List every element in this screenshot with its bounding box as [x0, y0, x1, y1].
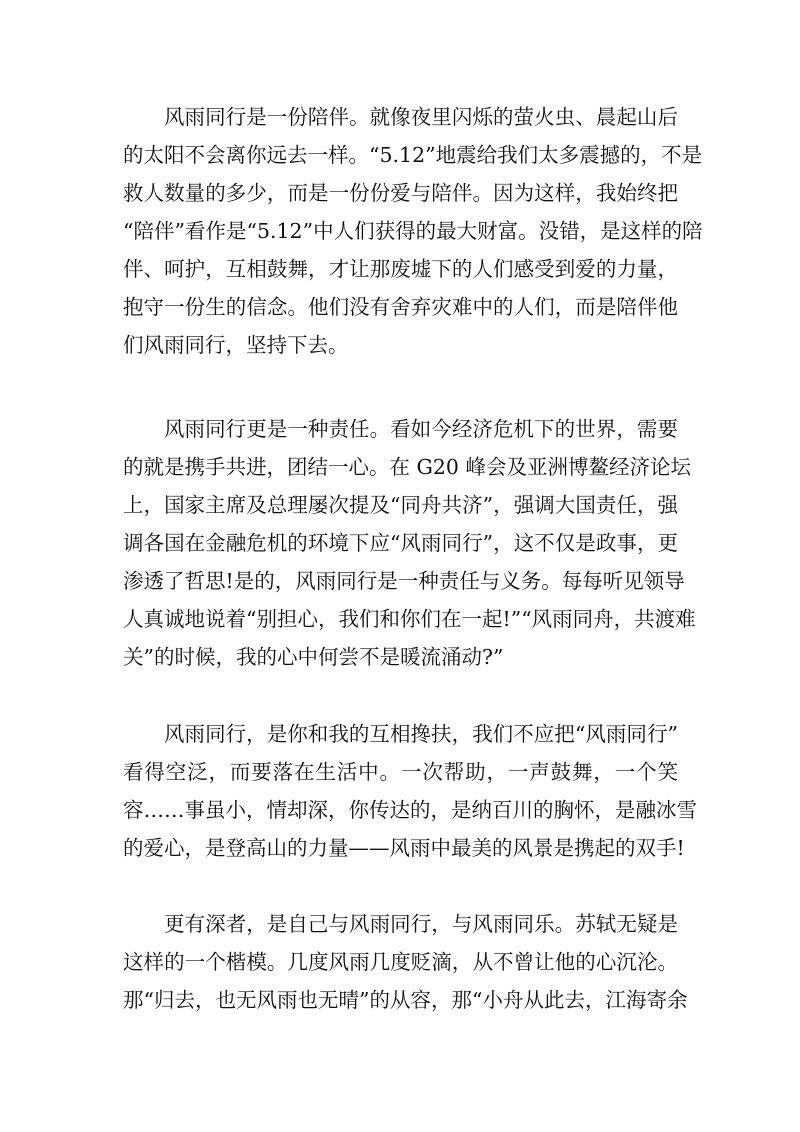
- text-line: 风雨同行，是你和我的互相搀扶，我们不应把“风雨同行”: [164, 722, 678, 746]
- text-line: 救人数量的多少，而是一份份爱与陪伴。因为这样，我始终把: [123, 181, 678, 205]
- text-line: 调各国在金融危机的环境下应“风雨同行”，这不仅是政事，更: [123, 531, 678, 555]
- text-line: 们风雨同行，坚持下去。: [123, 333, 349, 357]
- text-line: 伴、呵护，互相鼓舞，才让那废墟下的人们感受到爱的力量，: [123, 257, 678, 281]
- text-line: 风雨同行更是一种责任。看如今经济危机下的世界，需要: [164, 417, 678, 441]
- paragraph-mutual-support: [123, 715, 697, 867]
- text-line: 抱守一份生的信念。他们没有舍弃灾难中的人们，而是陪伴他: [123, 295, 678, 319]
- text-line: “陪伴”看作是“5.12”中人们获得的最大财富。没错，是这样的陪: [123, 219, 703, 243]
- text-line: 更有深者，是自己与风雨同行，与风雨同乐。苏轼无疑是: [164, 912, 678, 936]
- text-line: 看得空泛，而要落在生活中。一次帮助，一声鼓舞，一个笑: [123, 760, 678, 784]
- paragraph-su-shi: [123, 905, 688, 1019]
- text-line: 渗透了哲思!是的，风雨同行是一种责任与义务。每每听见领导: [123, 569, 685, 593]
- text-line: 上，国家主席及总理屡次提及“同舟共济”，强调大国责任，强: [123, 493, 678, 517]
- text-line: 关”的时候，我的心中何尝不是暖流涌动?”: [123, 645, 504, 669]
- paragraph-companionship: [123, 98, 703, 364]
- text-line: 的太阳不会离你远去一样。“5.12”地震给我们太多震撼的，不是: [123, 143, 703, 167]
- text-line: 的爱心，是登高山的力量——风雨中最美的风景是携起的双手!: [123, 836, 685, 860]
- text-line: 人真诚地说着“别担心，我们和你们在一起!”“风雨同舟，共渡难: [123, 607, 696, 631]
- text-line: 容……事虽小，情却深，你传达的，是纳百川的胸怀，是融冰雪: [123, 798, 697, 822]
- text-line: 这样的一个楷模。几度风雨几度贬滴，从不曾让他的心沉沦。: [123, 950, 678, 974]
- text-line: 的就是携手共进，团结一心。在 G20 峰会及亚洲博鳌经济论坛: [123, 455, 691, 479]
- text-line: 风雨同行是一份陪伴。就像夜里闪烁的萤火虫、晨起山后: [164, 105, 678, 129]
- text-line: 那“归去，也无风雨也无晴”的从容，那“小舟从此去，江海寄余: [123, 988, 688, 1012]
- paragraph-responsibility: [123, 410, 696, 676]
